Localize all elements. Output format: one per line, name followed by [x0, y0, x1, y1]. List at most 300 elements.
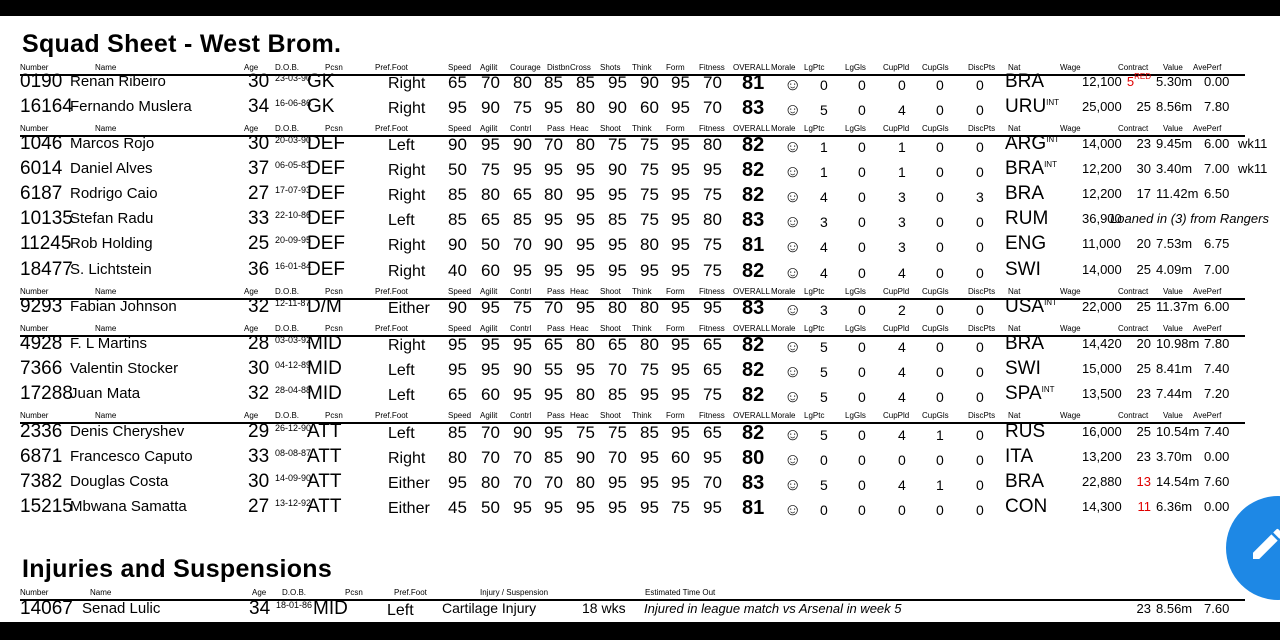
nationality-code: BRA	[1005, 471, 1045, 492]
player-nationality	[1005, 421, 1045, 443]
player-stat: 85	[608, 210, 627, 229]
cup-played: 3	[898, 214, 906, 230]
player-wage: 14,300	[1082, 499, 1122, 514]
player-position: GK	[307, 96, 335, 117]
player-stat: 95	[608, 473, 627, 492]
player-stat: 90	[448, 235, 467, 254]
player-age: 27	[248, 183, 270, 204]
header-agility: Agilit	[480, 411, 498, 420]
injury-header-name: Name	[90, 588, 112, 597]
international-badge: INT	[1046, 98, 1060, 107]
player-position: DEF	[307, 183, 345, 204]
header-value: Value	[1163, 124, 1183, 133]
player-position: ATT	[307, 446, 342, 467]
discipline-points: 0	[976, 164, 984, 180]
top-black-bar	[0, 0, 1280, 16]
morale-smiley-icon: ☺	[784, 500, 802, 519]
player-stat: 75	[513, 98, 532, 117]
league-goals: 0	[858, 502, 866, 518]
player-wage: 12,200	[1082, 186, 1122, 201]
player-stat: 60	[671, 448, 690, 467]
league-played: 0	[820, 502, 828, 518]
player-wage: 13,200	[1082, 449, 1122, 464]
player-name: Daniel Alves	[70, 160, 153, 177]
player-value: 10.54m	[1156, 424, 1200, 439]
player-dob: 06-05-83	[275, 160, 312, 170]
player-stat: 70	[513, 448, 532, 467]
player-stat: 55	[544, 360, 563, 379]
league-goals: 0	[858, 427, 866, 443]
player-stat: 90	[608, 160, 627, 179]
player-overall: 82	[742, 184, 765, 206]
header-contr: Contrl	[510, 124, 532, 133]
league-goals: 0	[858, 239, 866, 255]
header-foot: Pref.Foot	[375, 411, 408, 420]
injured-player-row	[20, 597, 1280, 622]
player-dob: 26-12-90	[275, 423, 312, 433]
average-performance: 7.60	[1204, 474, 1230, 489]
nationality-code: SWI	[1005, 259, 1041, 280]
player-position: DEF	[307, 133, 345, 154]
cup-played: 4	[898, 364, 906, 380]
contract-value: 11	[1137, 499, 1151, 514]
player-wage: 22,880	[1082, 474, 1122, 489]
player-age: 34	[249, 598, 271, 619]
player-stat: 95	[576, 261, 595, 280]
header-overall: OVERALL	[733, 63, 770, 72]
header-foot: Pref.Foot	[375, 124, 408, 133]
header-cuppld: CupPld	[883, 287, 910, 296]
cup-played: 3	[898, 239, 906, 255]
player-number: 16164	[20, 96, 73, 117]
header-value: Value	[1163, 287, 1183, 296]
player-name: Mbwana Samatta	[70, 498, 187, 515]
player-number: 15215	[20, 496, 73, 517]
player-stat: 95	[608, 235, 627, 254]
player-stat: 80	[576, 385, 595, 404]
player-age: 37	[248, 158, 270, 179]
header-cupgls: CupGls	[922, 324, 949, 333]
league-goals: 0	[858, 164, 866, 180]
player-stat: 95	[513, 261, 532, 280]
player-position: GK	[307, 71, 335, 92]
discipline-points: 0	[976, 102, 984, 118]
player-stat: 95	[544, 210, 563, 229]
player-value: 8.56m	[1156, 99, 1193, 114]
header-speed: Speed	[448, 63, 472, 72]
player-stat: 80	[576, 98, 595, 117]
average-performance: 0.00	[1204, 449, 1230, 464]
player-dob: 20-09-95	[275, 235, 312, 245]
header-contr: Contrl	[510, 287, 532, 296]
player-foot: Right	[388, 237, 426, 254]
player-stat: 95	[640, 473, 659, 492]
international-badge: INT	[1046, 135, 1060, 144]
player-name: Denis Cheryshev	[70, 423, 185, 440]
contract-value: 23	[1136, 386, 1151, 401]
player-value: 7.53m	[1156, 236, 1193, 251]
morale-smiley-icon: ☺	[784, 100, 802, 119]
contract-note: RED	[1134, 72, 1151, 81]
average-performance: 0.00	[1204, 499, 1230, 514]
player-wage: 14,420	[1082, 336, 1122, 351]
player-overall: 82	[742, 384, 765, 406]
header-morale: Morale	[771, 324, 796, 333]
player-stat: 80	[703, 210, 722, 229]
morale-smiley-icon: ☺	[784, 337, 802, 356]
player-nationality	[1005, 446, 1033, 468]
header-form: Form	[666, 324, 685, 333]
header-discpts: DiscPts	[968, 124, 996, 133]
cup-played: 0	[898, 502, 906, 518]
contract-value: 30	[1136, 161, 1151, 176]
player-row	[20, 382, 1280, 407]
player-foot: Either	[388, 475, 430, 492]
discipline-points: 3	[976, 189, 984, 205]
header-shoot: Shoot	[600, 324, 621, 333]
player-value: 7.44m	[1156, 386, 1193, 401]
contract-value: 23	[1136, 136, 1151, 151]
cup-goals: 0	[936, 502, 944, 518]
player-nationality	[1005, 208, 1048, 230]
player-stat: 65	[448, 73, 467, 92]
header-think: Think	[632, 63, 652, 72]
player-stat: 65	[448, 385, 467, 404]
player-stat: 95	[544, 498, 563, 517]
player-overall: 81	[742, 72, 765, 94]
nationality-code: ARG	[1005, 133, 1047, 154]
contract-length	[1125, 161, 1151, 176]
header-pass: Pass	[547, 124, 565, 133]
player-nationality	[1005, 183, 1044, 205]
cup-goals: 1	[936, 427, 944, 443]
cup-goals: 0	[936, 189, 944, 205]
league-played: 1	[820, 164, 828, 180]
player-stat: 95	[544, 385, 563, 404]
injury-header-age: Age	[252, 588, 267, 597]
header-contr: Contrl	[510, 411, 532, 420]
nationality-code: RUS	[1005, 421, 1046, 442]
header-pos: Pcsn	[325, 324, 343, 333]
contract-length	[1125, 262, 1151, 277]
player-stat: 50	[481, 498, 500, 517]
header-form: Form	[666, 411, 685, 420]
cup-played: 4	[898, 102, 906, 118]
header-wage: Wage	[1060, 287, 1081, 296]
morale-smiley-icon: ☺	[784, 475, 802, 494]
morale-smiley-icon: ☺	[784, 300, 802, 319]
contract-value: 25	[1136, 99, 1151, 114]
player-stat: 70	[703, 98, 722, 117]
injury-header-pos: Pcsn	[345, 588, 363, 597]
morale-smiley-icon: ☺	[784, 75, 802, 94]
header-morale: Morale	[771, 411, 796, 420]
player-stat: 80	[703, 135, 722, 154]
player-number: 6014	[20, 158, 63, 179]
league-goals: 0	[858, 139, 866, 155]
player-wage: 13,500	[1082, 386, 1122, 401]
player-foot: Left	[388, 362, 415, 379]
header-morale: Morale	[771, 63, 796, 72]
contract-length	[1125, 361, 1151, 376]
player-stat: 70	[481, 73, 500, 92]
player-overall: 83	[742, 472, 765, 494]
cup-goals: 0	[936, 239, 944, 255]
player-wage: 16,000	[1082, 424, 1122, 439]
morale-smiley-icon: ☺	[784, 362, 802, 381]
player-stat: 95	[576, 160, 595, 179]
player-value: 10.98m	[1156, 336, 1200, 351]
player-stat: 95	[671, 135, 690, 154]
player-overall: 81	[742, 234, 765, 256]
average-performance: 6.75	[1204, 236, 1230, 251]
player-stat: 65	[703, 423, 722, 442]
league-played: 5	[820, 102, 828, 118]
header-aveperf: AvePerf	[1193, 63, 1222, 72]
header-number: Number	[20, 287, 49, 296]
player-age: 29	[248, 421, 270, 442]
player-stat: 95	[671, 185, 690, 204]
average-performance: 6.00	[1204, 136, 1230, 151]
player-stat: 65	[481, 210, 500, 229]
discipline-points: 0	[976, 139, 984, 155]
player-stat: 95	[608, 73, 627, 92]
header-discpts: DiscPts	[968, 287, 996, 296]
cup-goals: 0	[936, 214, 944, 230]
contract-value: 25	[1136, 299, 1151, 314]
header-head: Heac	[570, 411, 589, 420]
injury-note: Injured in league match vs Arsenal in week 5	[644, 601, 902, 616]
average-performance: 7.00	[1204, 161, 1230, 176]
player-row	[20, 182, 1280, 207]
league-goals: 0	[858, 339, 866, 355]
header-shoot: Shoot	[600, 411, 621, 420]
player-dob: 04-12-89	[275, 360, 312, 370]
player-age: 30	[248, 71, 270, 92]
header-nat: Nat	[1008, 411, 1021, 420]
header-cupgls: CupGls	[922, 411, 949, 420]
player-number: 7382	[20, 471, 63, 492]
international-badge: INT	[1044, 298, 1057, 307]
suspension-week: wk11	[1238, 161, 1268, 176]
player-stat: 95	[448, 473, 467, 492]
player-name: Francesco Caputo	[70, 448, 193, 465]
player-overall: 82	[742, 260, 765, 282]
player-age: 36	[248, 259, 270, 280]
cup-played: 1	[898, 164, 906, 180]
player-dob: 13-12-92	[275, 498, 312, 508]
header-pos: Pcsn	[325, 411, 343, 420]
player-name: Juan Mata	[70, 385, 141, 402]
header-number: Number	[20, 324, 49, 333]
cup-goals: 0	[936, 164, 944, 180]
header-age: Age	[244, 411, 259, 420]
average-performance: 7.60	[1204, 601, 1230, 616]
average-performance: 7.40	[1204, 361, 1230, 376]
cup-goals: 0	[936, 265, 944, 281]
player-stat: 85	[544, 448, 563, 467]
player-foot: Left	[387, 602, 414, 619]
header-lggls: LgGls	[845, 124, 866, 133]
player-overall: 82	[742, 134, 765, 156]
player-stat: 80	[576, 473, 595, 492]
player-row	[20, 157, 1280, 182]
player-stat: 95	[448, 335, 467, 354]
player-stat: 90	[640, 73, 659, 92]
header-agility: Agilit	[480, 324, 498, 333]
player-stat: 80	[513, 73, 532, 92]
cup-played: 4	[898, 427, 906, 443]
header-speed: Speed	[448, 324, 472, 333]
league-played: 3	[820, 214, 828, 230]
header-age: Age	[244, 63, 259, 72]
average-performance: 7.00	[1204, 262, 1230, 277]
player-stat: 75	[513, 298, 532, 317]
pencil-icon	[1248, 524, 1280, 564]
player-number: 6187	[20, 183, 63, 204]
player-stat: 95	[576, 360, 595, 379]
player-stat: 70	[544, 135, 563, 154]
player-age: 34	[248, 96, 270, 117]
player-stat: 70	[608, 448, 627, 467]
player-stat: 85	[513, 210, 532, 229]
player-wage: 14,000	[1082, 262, 1122, 277]
header-age: Age	[244, 287, 259, 296]
player-foot: Right	[388, 187, 426, 204]
discipline-points: 0	[976, 339, 984, 355]
average-performance: 6.50	[1204, 186, 1230, 201]
player-number: 17288	[20, 383, 73, 404]
player-row	[20, 470, 1280, 495]
header-fitness: Fitness	[699, 124, 725, 133]
player-foot: Right	[388, 162, 426, 179]
player-nationality	[1005, 71, 1044, 93]
header-cupgls: CupGls	[922, 63, 949, 72]
player-stat: 75	[671, 498, 690, 517]
player-stat: 70	[481, 423, 500, 442]
league-goals: 0	[858, 189, 866, 205]
header-overall: OVERALL	[733, 324, 770, 333]
header-think: Think	[632, 124, 652, 133]
player-stat: 95	[448, 360, 467, 379]
player-dob: 20-03-90	[275, 135, 312, 145]
header-lgptc: LgPtc	[804, 124, 825, 133]
cup-goals: 0	[936, 339, 944, 355]
league-played: 0	[820, 452, 828, 468]
header-overall: OVERALL	[733, 287, 770, 296]
league-played: 3	[820, 302, 828, 318]
header-discpts: DiscPts	[968, 63, 996, 72]
player-name: S. Lichtstein	[70, 261, 152, 278]
header-dob: D.O.B.	[275, 287, 300, 296]
league-played: 4	[820, 239, 828, 255]
header-nat: Nat	[1008, 324, 1021, 333]
player-stat: 95	[481, 335, 500, 354]
discipline-points: 0	[976, 389, 984, 405]
discipline-points: 0	[976, 302, 984, 318]
header-age: Age	[244, 324, 259, 333]
contract-value: 25	[1136, 424, 1151, 439]
player-nationality	[1005, 496, 1047, 518]
player-dob: 28-04-88	[275, 385, 312, 395]
player-name: Fabian Johnson	[70, 298, 177, 315]
header-aveperf: AvePerf	[1193, 411, 1222, 420]
league-played: 4	[820, 265, 828, 281]
player-stat: 95	[671, 335, 690, 354]
league-goals: 0	[858, 102, 866, 118]
discipline-points: 0	[976, 214, 984, 230]
player-stat: 95	[671, 210, 690, 229]
nationality-code: URU	[1005, 96, 1047, 117]
league-goals: 0	[858, 302, 866, 318]
player-name: Marcos Rojo	[70, 135, 155, 152]
header-head: Heac	[570, 124, 589, 133]
player-stat: 90	[513, 135, 532, 154]
header-dob: D.O.B.	[275, 63, 300, 72]
cup-goals: 0	[936, 302, 944, 318]
player-value: 8.56m	[1156, 601, 1193, 616]
player-stat: 95	[703, 298, 722, 317]
nationality-code: USA	[1005, 296, 1045, 317]
player-overall: 82	[742, 334, 765, 356]
header-discpts: DiscPts	[968, 324, 996, 333]
player-number: 4928	[20, 333, 63, 354]
player-stat: 95	[513, 335, 532, 354]
player-wage: 14,000	[1082, 136, 1122, 151]
player-stat: 95	[481, 298, 500, 317]
player-stat: 65	[544, 335, 563, 354]
player-row	[20, 420, 1280, 445]
header-aveperf: AvePerf	[1193, 124, 1222, 133]
nationality-code: SWI	[1005, 358, 1041, 379]
player-stat: 80	[544, 185, 563, 204]
league-played: 1	[820, 139, 828, 155]
player-stat: 85	[640, 423, 659, 442]
player-stat: 80	[640, 235, 659, 254]
player-stat: 80	[608, 298, 627, 317]
player-position: ATT	[307, 496, 342, 517]
player-stat: 95	[640, 448, 659, 467]
header-fitness: Fitness	[699, 411, 725, 420]
morale-smiley-icon: ☺	[784, 187, 802, 206]
injuries-title: Injuries and Suspensions	[22, 555, 333, 583]
morale-smiley-icon: ☺	[784, 237, 802, 256]
header-dob: D.O.B.	[275, 411, 300, 420]
header-contract: Contract	[1118, 324, 1149, 333]
morale-smiley-icon: ☺	[784, 387, 802, 406]
header-morale: Morale	[771, 124, 796, 133]
header-contract: Contract	[1118, 124, 1149, 133]
header-form: Form	[666, 287, 685, 296]
player-position: MID	[307, 333, 342, 354]
player-name: Valentin Stocker	[70, 360, 179, 377]
player-stat: 85	[448, 210, 467, 229]
header-lgptc: LgPtc	[804, 411, 825, 420]
header-contract: Contract	[1118, 287, 1149, 296]
player-stat: 45	[448, 498, 467, 517]
player-name: Stefan Radu	[70, 210, 154, 227]
header-discpts: DiscPts	[968, 411, 996, 420]
player-value: 14.54m	[1156, 474, 1200, 489]
morale-smiley-icon: ☺	[784, 263, 802, 282]
header-head: Heac	[570, 324, 589, 333]
player-stat: 95	[448, 98, 467, 117]
cup-played: 3	[898, 189, 906, 205]
player-stat: 95	[703, 160, 722, 179]
header-think: Think	[632, 287, 652, 296]
header-agility: Agilit	[480, 63, 498, 72]
contract-length	[1125, 386, 1151, 401]
